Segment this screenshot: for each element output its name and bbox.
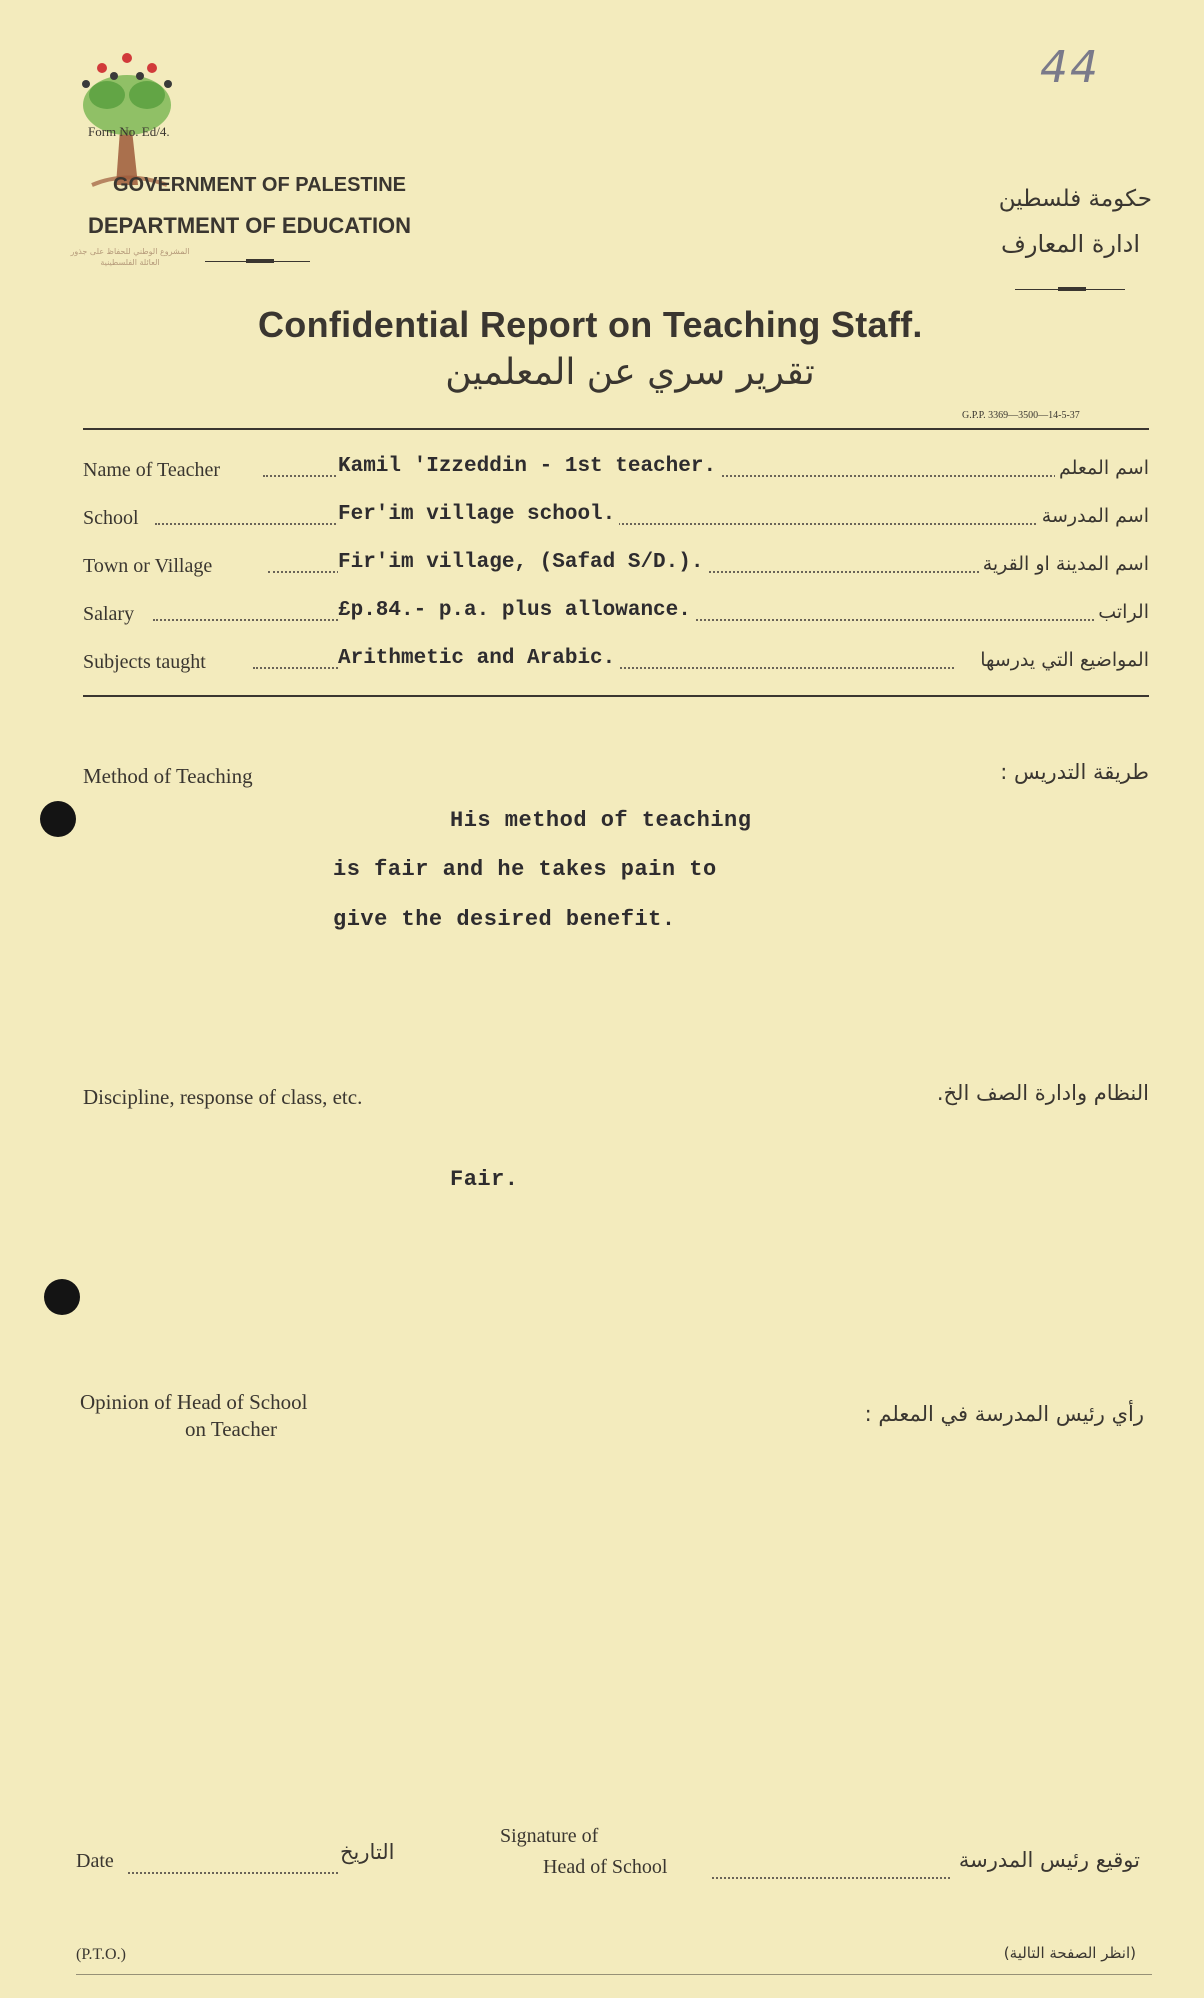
field-salary	[83, 599, 1149, 633]
field-subjects	[83, 647, 1149, 681]
arabic-label-discipline: النظام وادارة الصف الخ.	[936, 1081, 1149, 1105]
value-town-village: Fir'im village, (Safad S/D.).	[338, 551, 707, 574]
label-school: School	[83, 507, 139, 529]
header-left-dash	[246, 259, 274, 263]
label-method-of-teaching: Method of Teaching	[83, 764, 253, 788]
fields-top-rule	[83, 428, 1149, 430]
label-town-village: Town or Village	[83, 555, 213, 577]
signature-label-line-2: Head of School	[543, 1856, 668, 1878]
date-arabic-label: التاريخ	[340, 1840, 395, 1864]
field-town-village	[83, 551, 1149, 585]
field-school	[83, 503, 1149, 537]
signature-label-line-1: Signature of	[500, 1825, 599, 1847]
header-right-dash	[1058, 287, 1086, 291]
arabic-label-school: اسم المدرسة	[1038, 505, 1149, 527]
pto-label: (P.T.O.)	[76, 1946, 126, 1963]
arabic-label-opinion: رأي رئيس المدرسة في المعلم :	[864, 1402, 1144, 1426]
signature-arabic-label: توقيع رئيس المدرسة	[958, 1848, 1140, 1872]
method-line-3: give the desired benefit.	[333, 907, 676, 932]
arabic-label-subjects: المواضيع التي يدرسها	[976, 649, 1149, 671]
report-title: Confidential Report on Teaching Staff.	[258, 304, 923, 345]
punch-hole-top	[40, 801, 76, 837]
method-line-1: His method of teaching	[450, 808, 752, 833]
logo-caption: المشروع الوطني للحفاظ على جذور العائلة الفلسطينية	[70, 247, 190, 267]
label-opinion-line-1: Opinion of Head of School	[80, 1390, 308, 1414]
arabic-label-teacher-name: اسم المعلم	[1055, 457, 1149, 479]
pto-arabic-label: (انظر الصفحة التالية)	[1003, 1944, 1136, 1962]
label-subjects: Subjects taught	[83, 651, 206, 673]
punch-hole-bottom	[44, 1279, 80, 1315]
print-code: G.P.P. 3369—3500—14-5-37	[962, 410, 1080, 421]
header-arabic-department: ادارة المعارف	[1000, 230, 1140, 258]
arabic-label-method-of-teaching: طريقة التدريس :	[1000, 760, 1149, 784]
discipline-value: Fair.	[450, 1167, 519, 1192]
date-dotted-line	[128, 1872, 338, 1874]
arabic-label-salary: الراتب	[1094, 601, 1149, 623]
label-opinion-line-2: on Teacher	[185, 1417, 278, 1441]
label-salary: Salary	[83, 603, 135, 625]
date-label	[76, 1850, 114, 1873]
fields-bottom-rule	[83, 695, 1149, 697]
field-teacher-name	[83, 455, 1149, 489]
value-school: Fer'im village school.	[338, 503, 619, 526]
method-line-2: is fair and he takes pain to	[333, 857, 717, 882]
arabic-label-town-village: اسم المدينة او القرية	[979, 553, 1149, 575]
page-number: 44	[1040, 42, 1100, 93]
header-arabic-government: حكومة فلسطين	[998, 186, 1152, 212]
value-teacher-name: Kamil 'Izzeddin - 1st teacher.	[338, 455, 720, 478]
tree-logo	[72, 50, 182, 190]
form-number: Form No. Ed/4.	[88, 124, 170, 139]
label-discipline: Discipline, response of class, etc.	[83, 1085, 363, 1109]
signature-dotted-line	[712, 1877, 950, 1879]
header-department: DEPARTMENT OF EDUCATION	[88, 213, 412, 238]
value-subjects: Arithmetic and Arabic.	[338, 647, 619, 670]
value-salary: £p.84.- p.a. plus allowance.	[338, 599, 695, 622]
header-government: GOVERNMENT OF PALESTINE	[113, 174, 406, 196]
footer-rule	[76, 1974, 1152, 1975]
report-title-arabic: تقرير سري عن المعلمين	[445, 352, 815, 393]
date-label-text: Date	[76, 1850, 114, 1872]
label-teacher-name: Name of Teacher	[83, 459, 221, 481]
